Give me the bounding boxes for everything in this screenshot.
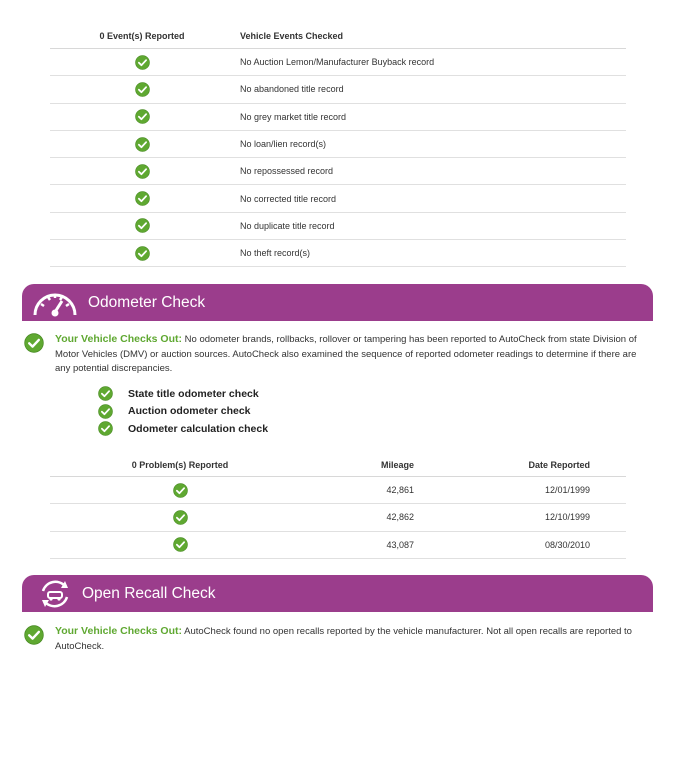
odometer-readings-table <box>50 453 626 559</box>
check-circle-icon <box>135 82 150 97</box>
table-row <box>50 104 626 131</box>
check-circle-icon <box>135 137 150 152</box>
vehicle-events-table <box>50 24 626 267</box>
open-recall-title: Open Recall Check <box>82 584 216 602</box>
mileage-value: 43,087 <box>386 539 414 550</box>
table-row <box>50 504 626 531</box>
check-circle-icon <box>98 421 113 436</box>
event-label: No Auction Lemon/Manufacturer Buyback record <box>240 57 435 68</box>
event-label: No corrected title record <box>240 193 337 204</box>
car-recall-icon <box>30 578 80 610</box>
recall-lead: Your Vehicle Checks Out: <box>55 625 183 637</box>
event-label: No abandoned title record <box>240 84 344 95</box>
check-circle-icon <box>24 333 44 353</box>
check-circle-icon <box>24 625 44 645</box>
check-circle-icon <box>98 386 113 401</box>
table-row <box>50 185 626 212</box>
odometer-checklist <box>98 385 268 438</box>
mileage-value: 42,861 <box>386 485 414 496</box>
events-checked-header: Vehicle Events Checked <box>240 31 344 41</box>
odometer-lead: Your Vehicle Checks Out: <box>55 333 183 345</box>
check-label: State title odometer check <box>128 387 259 400</box>
odometer-table-header <box>50 453 626 477</box>
check-circle-icon <box>135 55 150 70</box>
check-label: Odometer calculation check <box>128 422 269 435</box>
check-circle-icon <box>135 218 150 233</box>
recall-body: AutoCheck found no open recalls reported by the vehicle manufacturer. Not all open recalls are reported to AutoCheck. <box>55 626 632 652</box>
check-circle-icon <box>135 191 150 206</box>
table-row <box>50 158 626 185</box>
odometer-summary <box>24 332 644 377</box>
date-value: 08/30/2010 <box>544 539 590 550</box>
odometer-check-banner <box>22 284 653 321</box>
event-label: No duplicate title record <box>240 220 335 231</box>
event-label: No theft record(s) <box>240 248 311 259</box>
table-row <box>50 477 626 504</box>
events-table-header <box>50 24 626 49</box>
table-row <box>50 131 626 158</box>
check-circle-icon <box>135 164 150 179</box>
problems-header: 0 Problem(s) Reported <box>131 459 229 470</box>
event-label: No repossessed record <box>240 166 334 177</box>
odometer-summary-text <box>55 332 644 377</box>
events-count-header: 0 Event(s) Reported <box>99 31 185 41</box>
odometer-check-title: Odometer Check <box>88 293 206 311</box>
date-value: 12/10/1999 <box>544 512 590 523</box>
table-row <box>50 76 626 103</box>
event-label: No grey market title record <box>240 111 347 122</box>
check-circle-icon <box>173 483 188 498</box>
recall-summary <box>24 624 644 654</box>
check-circle-icon <box>98 404 113 419</box>
table-row <box>50 532 626 559</box>
table-row <box>50 213 626 240</box>
odometer-body: No odometer brands, rollbacks, rollover or tampering has been reported to AutoCheck from state Division of Motor Vehicles (DMV) or auction sources. AutoCheck also examined the sequence of reported odometer readings to determine if there are any potential discrepancies. <box>55 334 637 375</box>
check-circle-icon <box>173 537 188 552</box>
check-circle-icon <box>135 246 150 261</box>
event-label: No loan/lien record(s) <box>240 139 327 150</box>
table-row <box>50 49 626 76</box>
check-circle-icon <box>173 510 188 525</box>
recall-summary-text <box>55 624 644 654</box>
date-header: Date Reported <box>528 459 590 470</box>
date-value: 12/01/1999 <box>544 485 590 496</box>
list-item <box>98 403 268 421</box>
list-item <box>98 420 268 438</box>
check-circle-icon <box>135 109 150 124</box>
check-label: Auction odometer check <box>128 405 251 418</box>
list-item <box>98 385 268 403</box>
mileage-value: 42,862 <box>386 512 414 523</box>
table-row <box>50 240 626 267</box>
speedometer-icon <box>30 287 80 319</box>
mileage-header: Mileage <box>380 459 414 470</box>
open-recall-banner <box>22 575 653 612</box>
